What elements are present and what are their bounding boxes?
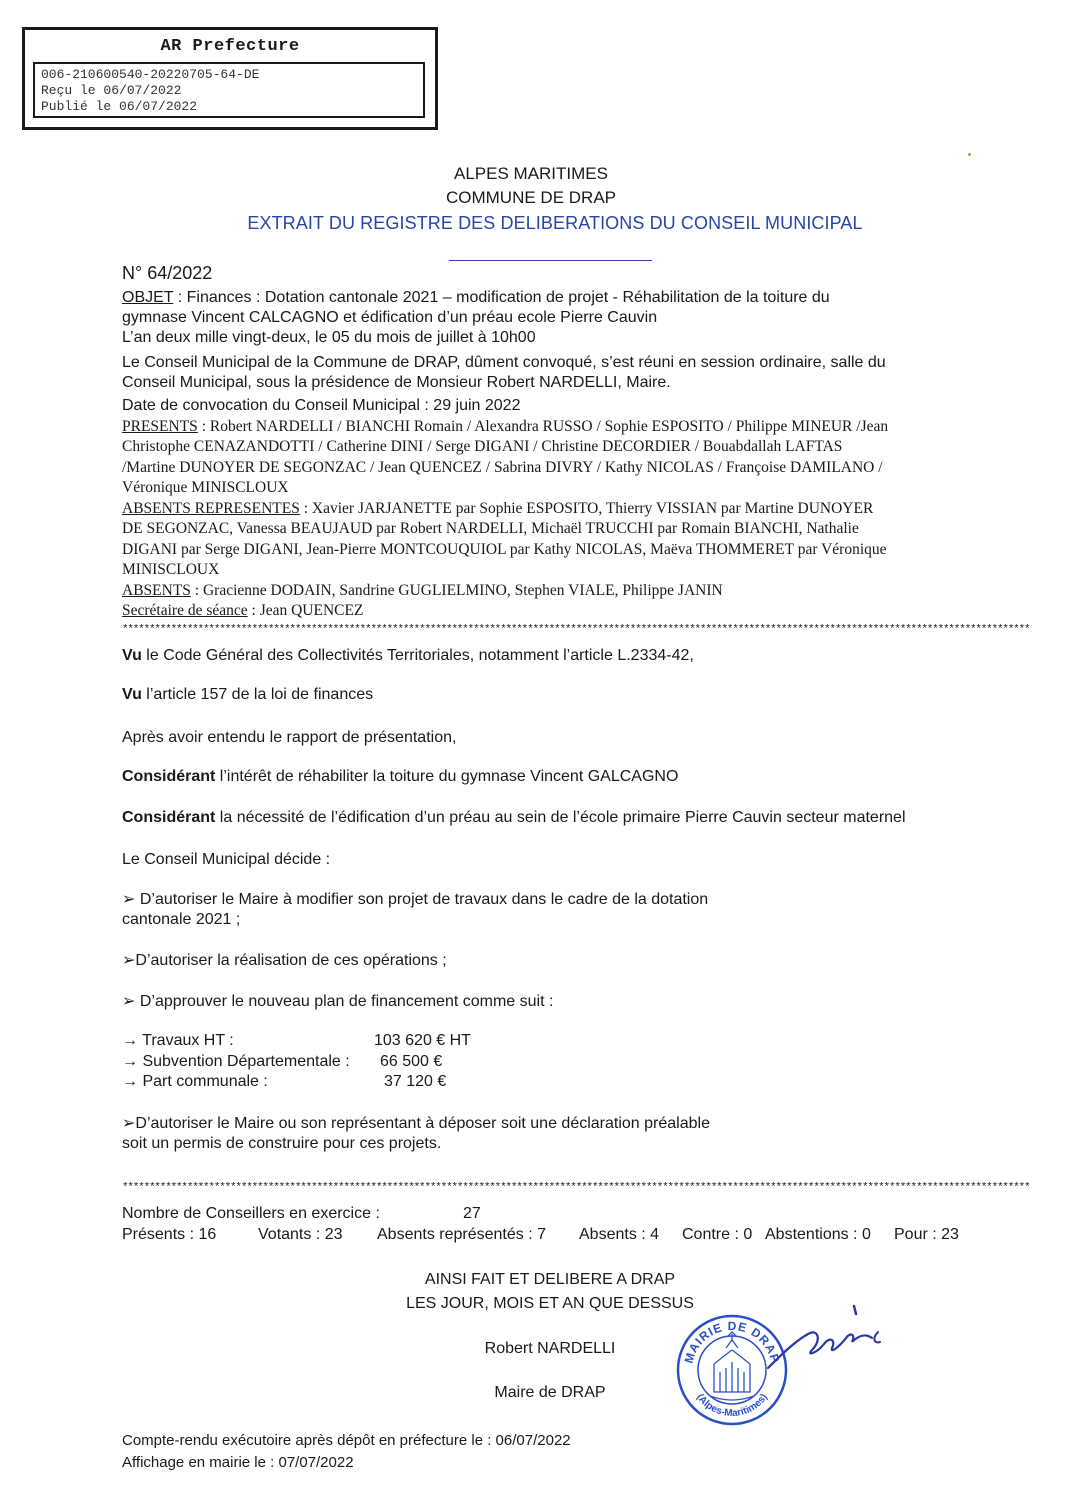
represented-line-4: MINISCLOUX — [122, 561, 220, 578]
conseillers-line — [122, 1204, 380, 1224]
session-line-2: Conseil Municipal, sous la présidence de Monsieur Robert NARDELLI, Maire. — [122, 374, 671, 391]
represented-line-3: DIGANI par Serge DIGANI, Jean-Pierre MONTCOUQUIOL par Kathy NICOLAS, Maëva THOMMERET par Véronique — [122, 541, 887, 558]
secretary-line — [122, 601, 363, 621]
cons2-bold: Considérant — [122, 809, 216, 826]
absents-text: : Gracienne DODAIN, Sandrine GUGLIELMINO, Stephen VIALE, Philippe JANIN — [190, 582, 723, 599]
presents-line-2: Christophe CENAZANDOTTI / Catherine DINI / Serge DIGANI / Christine DECORDIER / Bouabdallah LAFTAS — [122, 438, 843, 455]
svg-text:(Alpes-Maritimes) — [694, 1392, 770, 1419]
seal-top-text: MAIRIE DE DRAP — [681, 1318, 783, 1365]
stamp-received: Reçu le 06/07/2022 — [41, 83, 182, 98]
objet-line-1 — [122, 288, 830, 308]
vote-presents: Présents : 16 — [122, 1226, 217, 1243]
cons1-bold: Considérant — [122, 768, 216, 785]
presents-line-3: /Martine DUNOYER DE SEGONZAC / Jean QUENCEZ / Sabrina DIVRY / Kathy NICOLAS / Françoise DAMILANO / — [122, 459, 883, 476]
fin-label-travaux: → Travaux HT : — [122, 1032, 234, 1049]
vu1-bold: Vu — [122, 647, 142, 664]
vote-pour: Pour : 23 — [894, 1226, 959, 1243]
item-4-line-2: soit un permis de construire pour ces projets. — [122, 1135, 442, 1152]
closing-line-2: LES JOUR, MOIS ET AN QUE DESSUS — [406, 1295, 694, 1312]
presents-label: PRESENTS — [122, 418, 198, 435]
convocation-date: Date de convocation du Conseil Municipal : 29 juin 2022 — [122, 397, 521, 414]
vote-votants: Votants : 23 — [258, 1226, 343, 1243]
department-title: ALPES MARITIMES — [454, 164, 608, 183]
represented-line-1 — [122, 499, 873, 519]
represented-text-1: : Xavier JARJANETTE par Sophie ESPOSITO, Thierry VISSIAN par Martine DUNOYER — [299, 500, 874, 517]
stamp-details — [33, 62, 425, 118]
signatory-name: Robert NARDELLI — [484, 1340, 616, 1357]
session-date: L’an deux mille vingt-deux, le 05 du mois de juillet à 10h00 — [122, 329, 536, 346]
conseillers-value: 27 — [463, 1205, 481, 1222]
item-3: ➢ D’approuver le nouveau plan de financement comme suit : — [122, 993, 554, 1010]
cons1-text: l’intérêt de réhabiliter la toiture du gymnase Vincent GALCAGNO — [215, 768, 679, 785]
vu-loi-finances — [122, 685, 373, 705]
cons2-text: la nécessité de l’édification d’un préau au sein de l’école primaire Pierre Cauvin secteur maternel — [215, 809, 906, 826]
item-4-line-1: ➢D’autoriser le Maire ou son représentant à déposer soit une déclaration préalable — [122, 1115, 710, 1132]
prefecture-stamp-box — [22, 27, 438, 130]
session-line-1: Le Conseil Municipal de la Commune de DRAP, dûment convoqué, s’est réuni en session ordinaire, salle du — [122, 354, 886, 371]
secretary-label: Secrétaire de séance — [122, 602, 248, 619]
presents-line-4: Véronique MINISCLOUX — [122, 479, 289, 496]
represented-line-2: DE SEGONZAC, Vanessa BEAUJAUD par Robert NARDELLI, Michaël TRUCCHI par Romain BIANCHI, Nathalie — [122, 520, 859, 537]
vu2-text: l’article 157 de la loi de finances — [141, 686, 374, 703]
fin-label-part-communale: → Part communale : — [122, 1073, 268, 1090]
absents-label: ABSENTS — [122, 582, 191, 599]
absents-line — [122, 581, 723, 601]
fin-label-subvention: → Subvention Départementale : — [122, 1053, 350, 1070]
vu1-text: le Code Général des Collectivités Territoriales, notamment l’article L.2334-42, — [141, 647, 694, 664]
conseillers-label: Nombre de Conseillers en exercice : — [122, 1205, 380, 1222]
header-underline — [449, 260, 652, 261]
footer-affichage: Affichage en mairie le : 07/07/2022 — [122, 1454, 354, 1471]
fin-value-travaux: 103 620 € HT — [374, 1032, 471, 1049]
secretary-text: : Jean QUENCEZ — [247, 602, 364, 619]
commune-title: COMMUNE DE DRAP — [445, 188, 616, 207]
item-2: ➢D’autoriser la réalisation de ces opérations ; — [122, 952, 447, 969]
mayor-signature — [760, 1298, 900, 1378]
signatory-title: Maire de DRAP — [494, 1384, 606, 1401]
separator-top: ************************************************************************************************************************************************************************ — [122, 624, 1030, 636]
stamp-reference: 006-210600540-20220705-64-DE — [41, 67, 260, 82]
separator-bottom: ************************************************************************************************************************************************************************ — [122, 1182, 1030, 1194]
item-1-line-1: ➢ D’autoriser le Maire à modifier son projet de travaux dans le cadre de la dotation — [122, 891, 709, 908]
seal-emblem-icon — [710, 1332, 754, 1400]
decide-text: Le Conseil Municipal décide : — [122, 851, 331, 868]
register-title: EXTRAIT DU REGISTRE DES DELIBERATIONS DU CONSEIL MUNICIPAL — [247, 213, 863, 233]
vote-absents: Absents : 4 — [579, 1226, 660, 1243]
considerant-2 — [122, 808, 906, 828]
seal-bottom-text: (Alpes-Maritimes) — [694, 1392, 770, 1420]
objet-label: OBJET — [122, 289, 174, 306]
closing-line-1: AINSI FAIT ET DELIBERE A DRAP — [424, 1271, 676, 1288]
stamp-published: Publié le 06/07/2022 — [41, 99, 198, 114]
rapport-text: Après avoir entendu le rapport de présentation, — [122, 729, 457, 746]
vote-contre: Contre : 0 — [682, 1226, 753, 1243]
item-1-line-2: cantonale 2021 ; — [122, 911, 241, 928]
represented-label: ABSENTS REPRESENTES — [122, 500, 300, 517]
presents-text-1: : Robert NARDELLI / BIANCHI Romain / Alexandra RUSSO / Sophie ESPOSITO / Philippe MINEUR /Jean — [197, 418, 889, 435]
stamp-title: AR Prefecture — [160, 37, 300, 56]
objet-text-1: : Finances : Dotation cantonale 2021 – modification de projet - Réhabilitation de la toiture du — [173, 289, 830, 306]
scan-speck — [968, 153, 971, 156]
fin-value-subvention: 66 500 € — [380, 1053, 443, 1070]
fin-value-part-communale: 37 120 € — [384, 1073, 447, 1090]
footer-executoire: Compte-rendu exécutoire après dépôt en préfecture le : 06/07/2022 — [122, 1432, 571, 1449]
deliberation-number: N° 64/2022 — [122, 263, 213, 283]
vote-abstentions: Abstentions : 0 — [765, 1226, 871, 1243]
vu2-bold: Vu — [122, 686, 142, 703]
presents-line-1 — [122, 417, 888, 437]
vote-absents-representes: Absents représentés : 7 — [377, 1226, 546, 1243]
vu-cgct — [122, 646, 694, 666]
considerant-1 — [122, 767, 678, 787]
objet-line-2: gymnase Vincent CALCAGNO et édification d’un préau ecole Pierre Cauvin — [122, 309, 658, 326]
